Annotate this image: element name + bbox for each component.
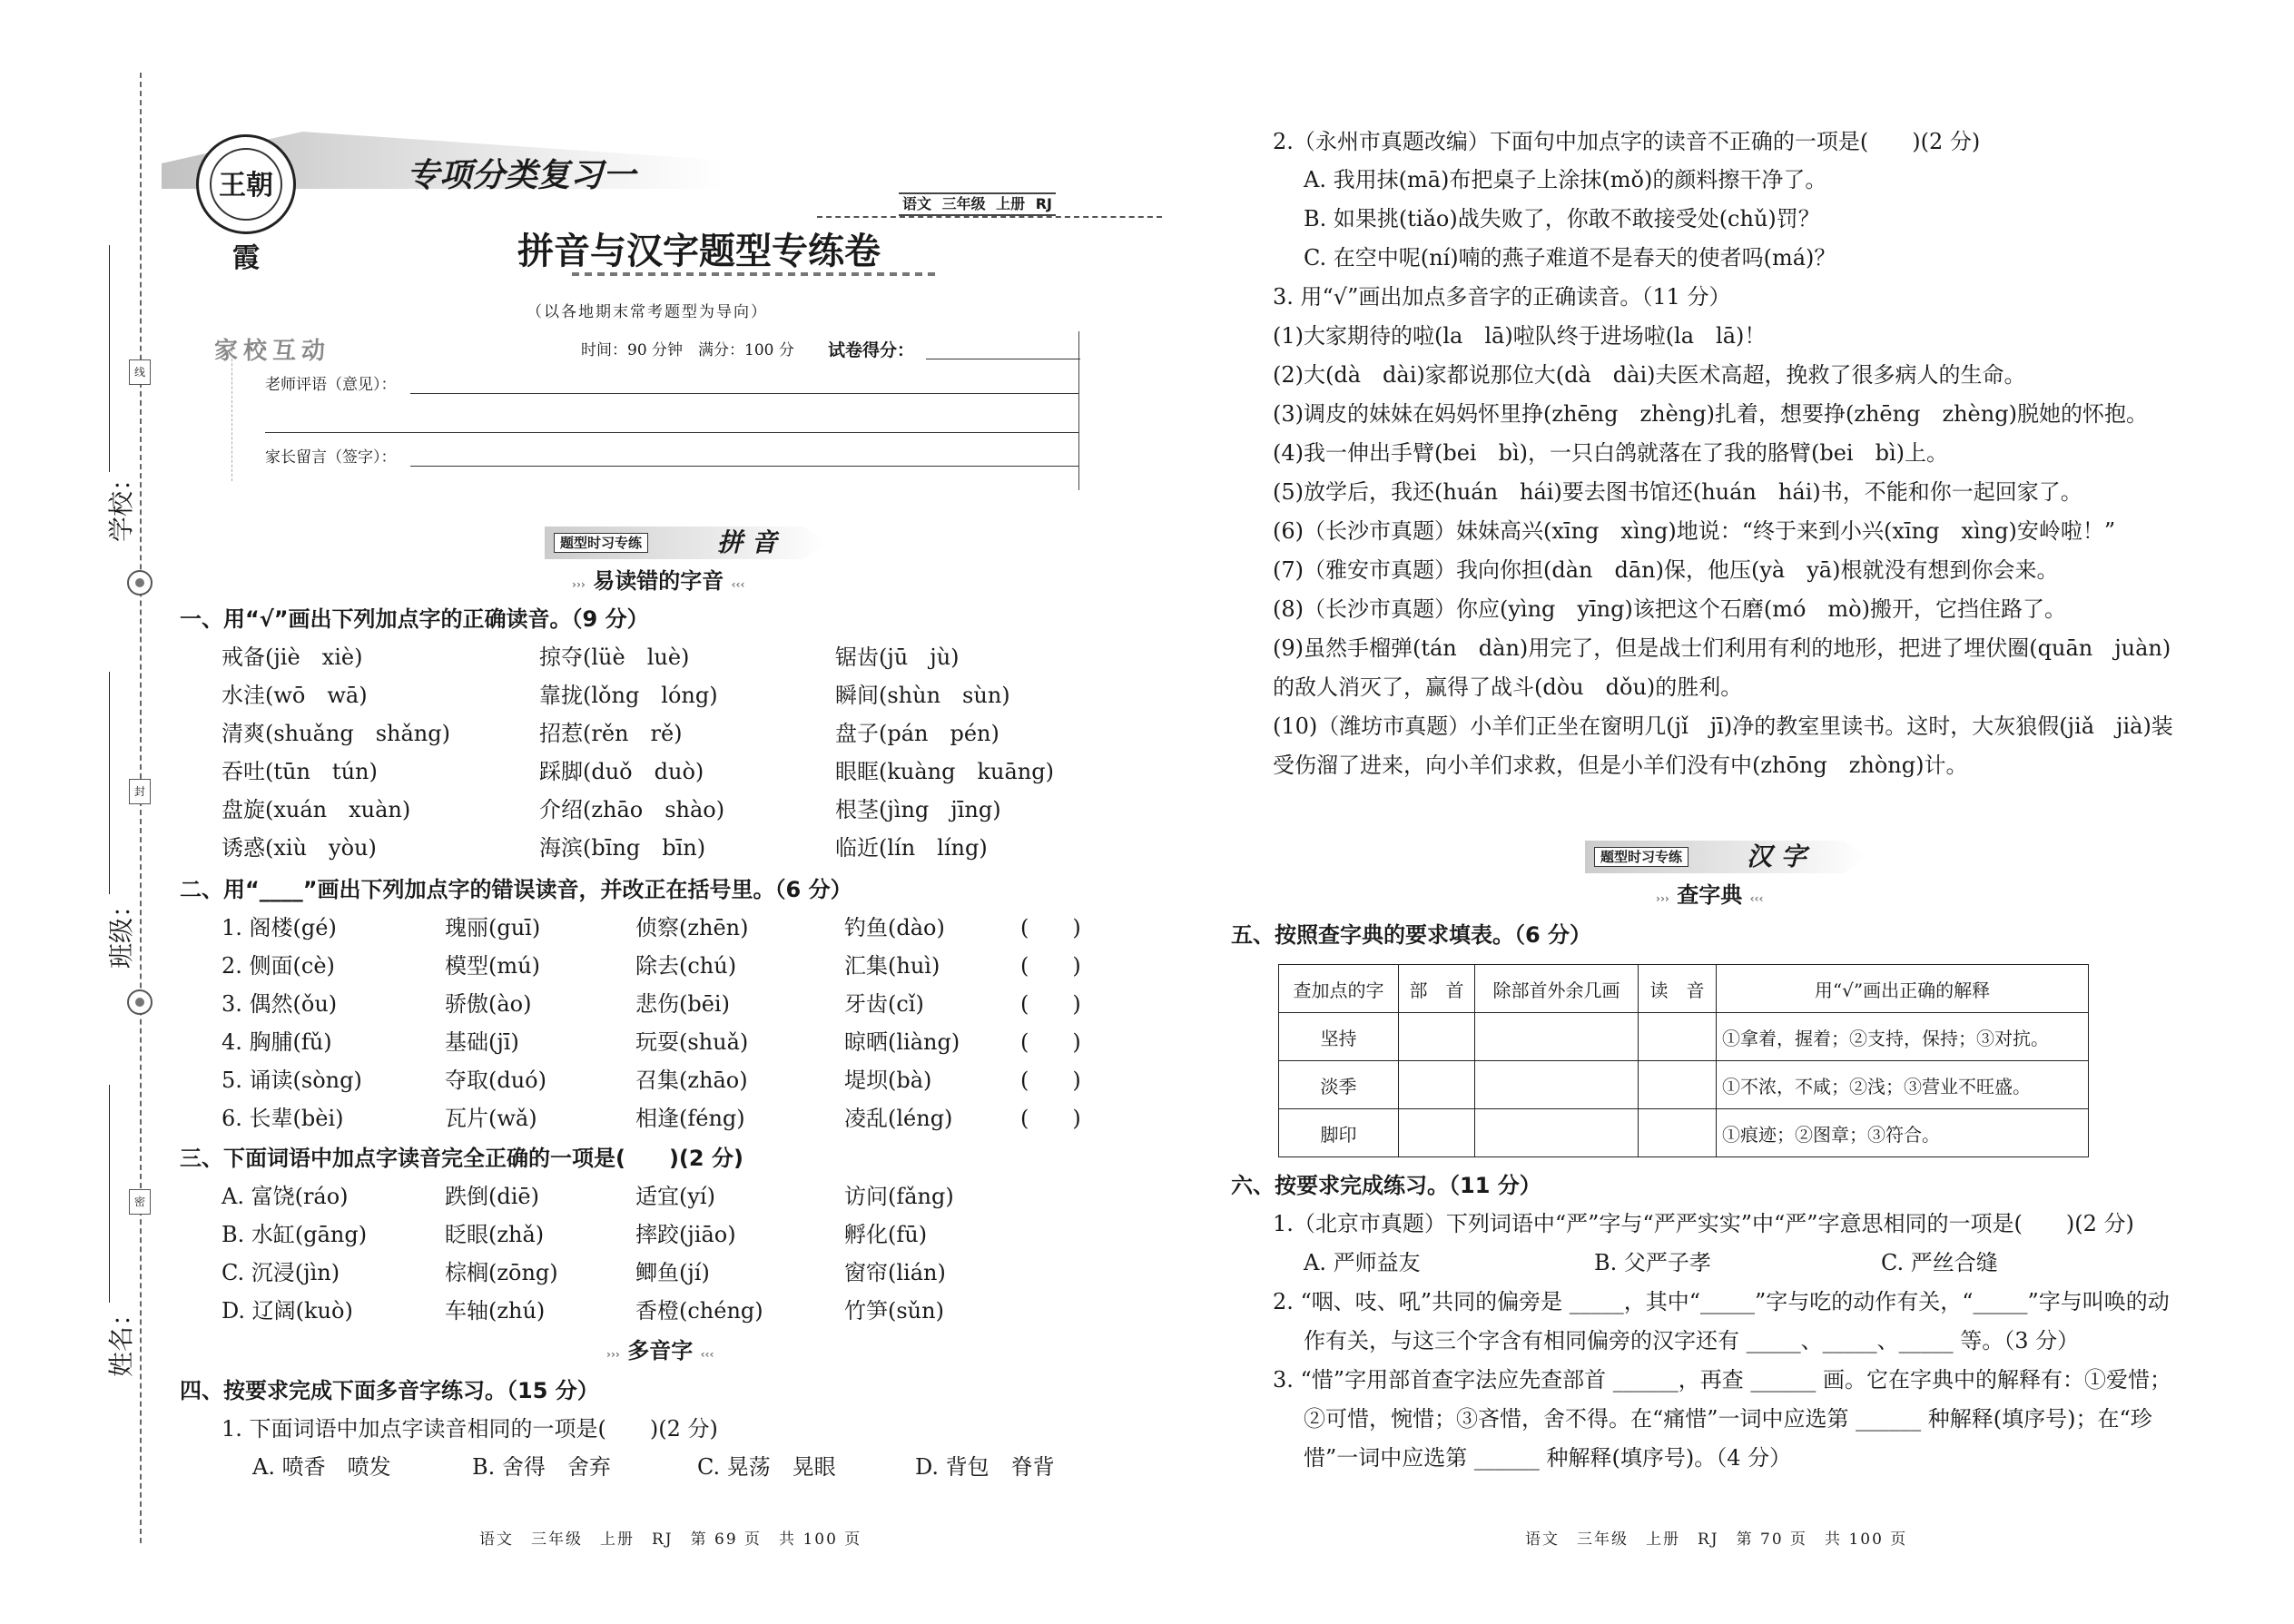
q2-item: 堤坝(bà) <box>844 1068 932 1093</box>
q3-item: 棕榈(zōng) <box>445 1260 558 1285</box>
binding-mark-mi: 密 <box>129 1189 151 1215</box>
q2-item: 悲伤(bēi) <box>635 991 730 1017</box>
q3-item: 摔跤(jiāo) <box>635 1222 736 1247</box>
table-cell-input[interactable] <box>1399 1061 1475 1109</box>
q6-title: 六、按要求完成练习。（11 分） <box>1231 1173 1541 1198</box>
page-footer-right: 语文 三年级 上册 RJ 第 70 页 共 100 页 <box>1525 1530 1908 1549</box>
subsection-chazidian: ››› 查字典 ‹‹‹ <box>1656 882 1764 908</box>
q4-sub1-opt-c[interactable]: C. 晃荡 晃眼 <box>697 1454 836 1480</box>
q1-item[interactable]: 吞吐(tūn tún) <box>222 759 378 784</box>
answer-blank[interactable]: ( ) <box>1020 991 1081 1017</box>
q4-sub3-line[interactable]: (10)（潍坊市真题）小羊们正坐在窗明几(jǐ jī)净的教室里读书。这时，大灰狼假(jiǎ jià)装 <box>1273 714 2173 739</box>
q1-item[interactable]: 盘子(pán pén) <box>835 721 999 746</box>
q3-item: 跌倒(diē) <box>445 1184 539 1209</box>
q4-sub2-opt-c[interactable]: C. 在空中呢(ní)喃的燕子难道不是春天的使者吗(má)？ <box>1304 245 1836 271</box>
teacher-comment-label: 老师评语（意见）： <box>265 376 397 394</box>
q2-item: 瓦片(wǎ) <box>445 1106 537 1131</box>
header-divider <box>817 216 1162 218</box>
table-cell-input[interactable] <box>1639 1013 1717 1061</box>
q1-item[interactable]: 眼眶(kuàng kuāng) <box>835 759 1054 784</box>
q2-item: 汇集(huì) <box>844 953 940 979</box>
q3-item: 访问(fǎng) <box>844 1184 954 1209</box>
q6-s1-opt-c[interactable]: C. 严丝合缝 <box>1881 1250 1998 1275</box>
q2-item: 夺取(duó) <box>445 1068 546 1093</box>
table-cell-input[interactable] <box>1399 1013 1475 1061</box>
answer-blank[interactable]: ( ) <box>1020 1029 1081 1055</box>
q2-item: 召集(zhāo) <box>635 1068 748 1093</box>
q2-item: 玩耍(shuǎ) <box>635 1029 749 1055</box>
paper-title: 拼音与汉字题型专练卷 <box>517 231 881 272</box>
q2-item: 6. 长辈(bèi) <box>222 1106 344 1131</box>
publisher-logo <box>196 134 296 274</box>
parent-comment-field[interactable] <box>410 466 1078 467</box>
q6-s2-line2[interactable]: 作有关，与这三个字含有相同偏旁的汉字还有 _____、_____、_____ 等。（3 分） <box>1304 1328 2080 1353</box>
q4-sub3-line[interactable]: 的敌人消灭了，赢得了战斗(dòu dǒu)的胜利。 <box>1273 674 1743 700</box>
q6-s3-line2[interactable]: ②可惜，惋惜；③吝惜，舍不得。在“痛惜”一词中应选第 ______ 种解释(填序号)；在“珍 <box>1304 1406 2152 1432</box>
q3-item: 孵化(fū) <box>844 1222 928 1247</box>
q2-item: 晾晒(liàng) <box>844 1029 960 1055</box>
section-bar-title: 汉 字 <box>1747 842 1807 871</box>
table-cell-input[interactable] <box>1475 1109 1639 1157</box>
table-cell-word: 坚持 <box>1279 1013 1399 1061</box>
q4-sub1-opt-b[interactable]: B. 舍得 舍弃 <box>472 1454 611 1480</box>
table-cell-meanings[interactable]: ①拿着，握着；②支持，保持；③对抗。 <box>1717 1013 2089 1061</box>
binding-mark-feng: 封 <box>129 779 151 804</box>
page-footer-left: 语文 三年级 上册 RJ 第 69 页 共 100 页 <box>479 1530 862 1549</box>
subsection-duoyin: ››› 多音字 ‹‹‹ <box>606 1338 714 1363</box>
q2-title: 二、用“____”画出下列加点字的错误读音，并改正在括号里。（6 分） <box>180 877 852 902</box>
q4-title: 四、按要求完成下面多音字练习。（15 分） <box>180 1378 599 1403</box>
table-cell-input[interactable] <box>1639 1109 1717 1157</box>
table-header: 查加点的字 <box>1279 965 1399 1013</box>
q1-item[interactable]: 介绍(zhāo shào) <box>539 797 725 822</box>
q4-sub3-line[interactable]: (4)我一伸出手臂(bei bì)，一只白鸽就落在了我的胳臂(bei bì)上。 <box>1273 440 1949 466</box>
section-bar-title: 拼 音 <box>717 527 777 557</box>
table-header-row <box>1279 965 2089 1013</box>
q4-sub3: 3. 用“√”画出加点多音字的正确读音。（11 分） <box>1273 284 1731 310</box>
parent-comment-label: 家长留言（签字）： <box>265 448 397 467</box>
table-cell-input[interactable] <box>1475 1013 1639 1061</box>
q4-sub2: 2.（永州市真题改编）下面句中加点字的读音不正确的一项是( )(2 分) <box>1273 129 1981 154</box>
table-cell-input[interactable] <box>1475 1061 1639 1109</box>
table-cell-input[interactable] <box>1639 1061 1717 1109</box>
q6-s3-line1[interactable]: 3. “惜”字用部首查字法应先查部首 ______，再查 ______ 画。它在字典中的解释有：①爱惜； <box>1273 1367 2171 1393</box>
class-label: 班级： <box>106 891 137 969</box>
q4-sub2-opt-a[interactable]: A. 我用抹(mā)布把桌子上涂抹(mǒ)的颜料擦干净了。 <box>1304 167 1827 192</box>
jiaxiao-label: 家校互动 <box>214 338 331 365</box>
q6-s3-line3[interactable]: 惜”一词中应选第 ______ 种解释(填序号)。（4 分） <box>1304 1445 1792 1471</box>
q3-item: 适宜(yí) <box>635 1184 715 1209</box>
q1-item[interactable]: 水洼(wō wā) <box>222 683 368 708</box>
teacher-comment-field[interactable] <box>410 393 1078 394</box>
q2-item: 相逢(féng) <box>635 1106 745 1131</box>
q4-sub1: 1. 下面词语中加点字读音相同的一项是( )(2 分) <box>222 1416 718 1442</box>
table-header: 部 首 <box>1399 965 1475 1013</box>
q1-item[interactable]: 招惹(rěn rě) <box>539 721 683 746</box>
q1-item[interactable]: 诱惑(xiù yòu) <box>222 835 377 861</box>
q4-sub1-opt-d[interactable]: D. 背包 脊背 <box>915 1454 1055 1480</box>
answer-blank[interactable]: ( ) <box>1020 1068 1081 1093</box>
q2-item: 瑰丽(guī) <box>445 915 541 940</box>
table-cell-word: 脚印 <box>1279 1109 1399 1157</box>
q1-item[interactable]: 踩脚(duǒ duò) <box>539 759 704 784</box>
time-info: 时间：90 分钟 满分：100 分 <box>581 341 794 359</box>
table-row <box>1279 1013 2089 1061</box>
title-underline <box>572 272 935 276</box>
table-row <box>1279 1061 2089 1109</box>
q6-s1-opt-b[interactable]: B. 父严子孝 <box>1594 1250 1711 1275</box>
q3-option[interactable]: B. 水缸(gāng) <box>222 1222 368 1247</box>
section-bar-label: 题型时习专练 <box>1594 847 1689 867</box>
q2-item: 3. 偶然(ǒu) <box>222 991 338 1017</box>
q6-s2-line1[interactable]: 2. “咽、吱、吼”共同的偏旁是 _____，其中“_____”字与吃的动作有关，“_____”字与叫唤的动 <box>1273 1289 2170 1314</box>
q3-item: 窗帘(lián) <box>844 1260 946 1285</box>
q2-item: 除去(chú) <box>635 953 737 979</box>
q3-item: 眨眼(zhǎ) <box>445 1222 545 1247</box>
table-cell-input[interactable] <box>1399 1109 1475 1157</box>
q4-sub3-line[interactable]: (8)（长沙市真题）你应(yìng yīng)该把这个石磨(mó mò)搬开，它挡住路了。 <box>1273 596 2066 622</box>
q1-item[interactable]: 盘旋(xuán xuàn) <box>222 797 411 822</box>
table-row <box>1279 1109 2089 1157</box>
binding-dashed-line <box>140 73 142 1543</box>
q3-item: 香橙(chéng) <box>635 1298 763 1324</box>
q1-item[interactable]: 海滨(bīng bīn) <box>539 835 706 861</box>
q2-item: 钓鱼(dào) <box>844 915 945 940</box>
logo-text: 王朝霞 <box>210 148 282 221</box>
q4-sub3-line[interactable]: (5)放学后，我还(huán hái)要去图书馆还(huán hái)书，不能和你一起回家了。 <box>1273 479 2082 505</box>
q4-sub2-opt-b[interactable]: B. 如果挑(tiǎo)战失败了，你敢不敢接受处(chǔ)罚？ <box>1304 206 1820 231</box>
q2-item: 4. 胸脯(fǔ) <box>222 1029 332 1055</box>
school-label: 学校： <box>106 465 137 543</box>
q3-option[interactable]: D. 辽阔(kuò) <box>222 1298 353 1324</box>
q2-item: 骄傲(ào) <box>445 991 532 1017</box>
table-cell-meanings[interactable]: ①不浓，不咸；②浅；③营业不旺盛。 <box>1717 1061 2089 1109</box>
q3-item: 鲫鱼(jí) <box>635 1260 710 1285</box>
q1-item[interactable]: 瞬间(shùn sùn) <box>835 683 1010 708</box>
table-header: 除部首外余几画 <box>1475 965 1639 1013</box>
q4-sub3-line[interactable]: (9)虽然手榴弹(tán dàn)用完了，但是战士们利用有利的地形，把进了埋伏圈(quān juàn) <box>1273 635 2171 661</box>
q2-item: 凌乱(léng) <box>844 1106 953 1131</box>
q1-item[interactable]: 掠夺(lüè luè) <box>539 645 690 670</box>
q1-item[interactable]: 戒备(jiè xiè) <box>222 645 363 670</box>
table-cell-meanings[interactable]: ①痕迹；②图章；③符合。 <box>1717 1109 2089 1157</box>
q2-item: 5. 诵读(sòng) <box>222 1068 362 1093</box>
q1-item[interactable]: 根茎(jìng jīng) <box>835 797 1001 822</box>
answer-blank[interactable]: ( ) <box>1020 1106 1081 1131</box>
q2-item: 牙齿(cǐ) <box>844 991 924 1017</box>
q3-item: 竹笋(sǔn) <box>844 1298 944 1324</box>
dictionary-table <box>1278 964 2089 1157</box>
q1-item[interactable]: 靠拢(lǒng lóng) <box>539 683 718 708</box>
q2-item: 1. 阁楼(gé) <box>222 915 337 940</box>
binding-hole-icon <box>127 989 153 1015</box>
q3-title: 三、下面词语中加点字读音完全正确的一项是( )(2 分) <box>180 1146 743 1171</box>
answer-blank[interactable]: ( ) <box>1020 953 1081 979</box>
name-field[interactable] <box>109 1085 110 1303</box>
q1-item[interactable]: 临近(lín líng) <box>835 835 988 861</box>
series-title: 专项分类复习一 <box>407 157 636 194</box>
q4-sub3-line[interactable]: (1)大家期待的啦(la lā)啦队终于进场啦(la lā)！ <box>1273 323 1767 349</box>
table-header: 读 音 <box>1639 965 1717 1013</box>
q3-option[interactable]: A. 富饶(ráo) <box>222 1184 349 1209</box>
q3-option[interactable]: C. 沉浸(jìn) <box>222 1260 340 1285</box>
subsection-easy-wrong: ››› 易读错的字音 ‹‹‹ <box>572 568 745 594</box>
binding-hole-icon <box>127 570 153 595</box>
q4-sub3-line[interactable]: (2)大(dà dài)家都说那位大(dà dài)夫医术高超，挽救了很多病人的生命。 <box>1273 362 2026 388</box>
section-bar-label: 题型时习专练 <box>554 533 648 553</box>
q2-item: 模型(mú) <box>445 953 540 979</box>
q1-item[interactable]: 清爽(shuǎng shǎng) <box>222 721 450 746</box>
q4-sub3-line[interactable]: (7)（雅安市真题）我向你担(dàn dān)保，他压(yà yā)根就没有想到你会来。 <box>1273 557 2059 583</box>
answer-blank[interactable]: ( ) <box>1020 915 1081 940</box>
score-label: 试卷得分： <box>828 340 915 360</box>
q1-title: 一、用“√”画出下列加点字的正确读音。（9 分） <box>180 606 649 632</box>
teacher-comment-field-2[interactable] <box>265 432 1078 433</box>
q4-sub3-line[interactable]: (3)调皮的妹妹在妈妈怀里挣(zhēng zhèng)扎着，想要挣(zhēng zhèng)脱她的怀抱。 <box>1273 401 2148 427</box>
paper-note: （以各地期末常考题型为导向） <box>527 303 768 321</box>
q4-sub3-line[interactable]: (6)（长沙市真题）妹妹高兴(xīng xìng)地说：“终于来到小兴(xīng xìng)安岭啦！” <box>1273 518 2116 544</box>
q2-item: 基础(jī) <box>445 1029 519 1055</box>
q1-item[interactable]: 锯齿(jū jù) <box>835 645 960 670</box>
q6-s1: 1.（北京市真题）下列词语中“严”字与“严严实实”中“严”字意思相同的一项是( )(2 分) <box>1273 1211 2134 1236</box>
table-header: 用“√”画出正确的解释 <box>1717 965 2089 1013</box>
q6-s1-opt-a[interactable]: A. 严师益友 <box>1304 1250 1421 1275</box>
q2-item: 侦察(zhēn) <box>635 915 749 940</box>
class-field[interactable] <box>109 672 110 894</box>
q4-sub3-line[interactable]: 受伤溜了进来，向小羊们求救，但是小羊们没有中(zhōng zhòng)计。 <box>1273 753 1968 778</box>
q4-sub1-opt-a[interactable]: A. 喷香 喷发 <box>252 1454 391 1480</box>
name-label: 姓名： <box>106 1300 137 1378</box>
book-tag: 语文 三年级 上册 RJ <box>899 192 1056 216</box>
table-cell-word: 淡季 <box>1279 1061 1399 1109</box>
school-field[interactable] <box>109 245 110 472</box>
q2-item: 2. 侧面(cè) <box>222 953 335 979</box>
q3-item: 车轴(zhú) <box>445 1298 546 1324</box>
binding-mark-xian: 线 <box>129 359 151 385</box>
q5-title: 五、按照查字典的要求填表。（6 分） <box>1231 922 1592 948</box>
